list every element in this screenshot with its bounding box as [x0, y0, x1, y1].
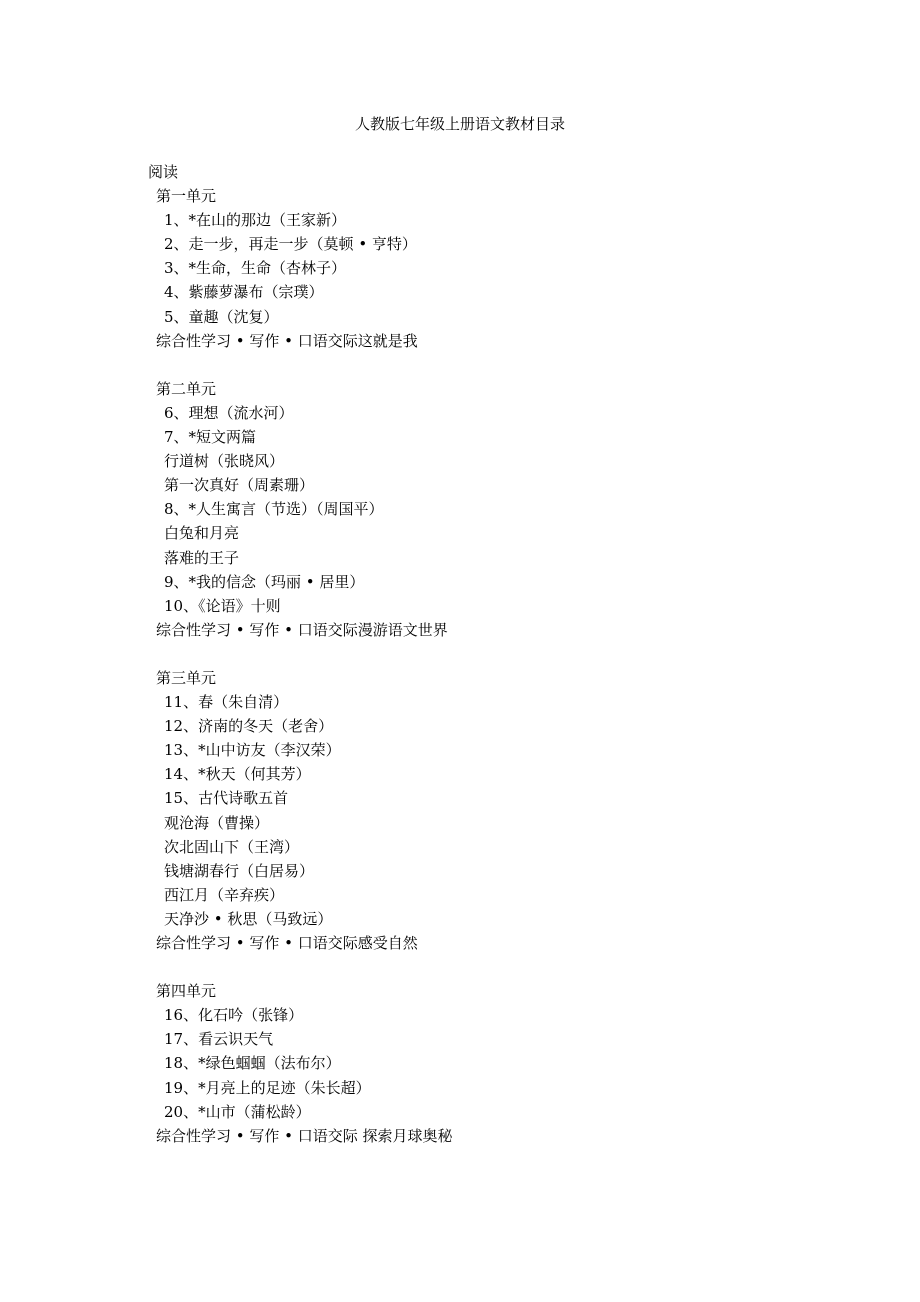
- lesson-item: 1、*在山的那边（王家新）: [164, 211, 347, 230]
- lesson-item: 18、*绿色蝈蝈（法布尔）: [164, 1054, 341, 1073]
- lesson-item: 西江月（辛弃疾）: [164, 885, 285, 904]
- lesson-item: 20、*山市（蒲松龄）: [164, 1102, 311, 1121]
- lesson-item: 10、《论语》十则: [164, 596, 281, 615]
- lesson-item: 第一次真好（周素珊）: [164, 476, 315, 495]
- unit-footer: 综合性学习 • 写作 • 口语交际这就是我: [156, 331, 418, 350]
- lesson-item: 7、*短文两篇: [164, 428, 257, 447]
- table-of-contents: [148, 160, 848, 1148]
- spacer: [148, 642, 848, 666]
- spacer: [148, 353, 848, 377]
- lesson-item: 17、看云识天气: [164, 1030, 274, 1049]
- lesson-item: 11、春（朱自清）: [164, 693, 289, 712]
- spacer: [148, 955, 848, 979]
- lesson-item: 3、*生命，生命（杏林子）: [164, 259, 347, 278]
- lesson-item: 5、童趣（沈复）: [164, 307, 279, 326]
- lesson-item: 行道树（张晓风）: [164, 452, 285, 471]
- lesson-item: 2、走一步，再走一步（莫顿 • 亨特）: [164, 235, 417, 254]
- lesson-item: 14、*秋天（何其芳）: [164, 765, 311, 784]
- lesson-item: 6、理想（流水河）: [164, 403, 294, 422]
- lesson-item: 观沧海（曹操）: [164, 813, 270, 832]
- unit-footer: 综合性学习 • 写作 • 口语交际漫游语文世界: [156, 620, 448, 639]
- lesson-item: 9、*我的信念（玛丽 • 居里）: [164, 572, 365, 591]
- lesson-item: 4、紫藤萝瀑布（宗璞）: [164, 283, 324, 302]
- section-heading-reading: 阅读: [148, 163, 179, 181]
- lesson-item: 钱塘湖春行（白居易）: [164, 861, 315, 880]
- lesson-item: 次北固山下（王湾）: [164, 837, 300, 856]
- lesson-item: 19、*月亮上的足迹（朱长超）: [164, 1078, 371, 1097]
- unit-footer: 综合性学习 • 写作 • 口语交际 探索月球奥秘: [156, 1126, 453, 1145]
- lesson-item: 白兔和月亮: [164, 524, 240, 543]
- unit-heading: 第二单元: [156, 379, 217, 398]
- unit-footer: 综合性学习 • 写作 • 口语交际感受自然: [156, 934, 418, 952]
- lesson-item: 天净沙 • 秋思（马致远）: [164, 909, 333, 928]
- lesson-item: 16、化石吟（张锋）: [164, 1006, 304, 1025]
- lesson-item: 13、*山中访友（李汉荣）: [164, 741, 341, 760]
- unit-heading: 第三单元: [156, 668, 217, 687]
- lesson-item: 8、*人生寓言（节选）（周国平）: [164, 500, 384, 519]
- unit-heading: 第一单元: [156, 187, 217, 206]
- page-title: 人教版七年级上册语文教材目录: [354, 115, 565, 133]
- unit-heading: 第四单元: [156, 982, 217, 1001]
- lesson-item: 15、古代诗歌五首: [164, 789, 289, 808]
- lesson-item: 12、济南的冬天（老舍）: [164, 717, 334, 736]
- lesson-item: 落难的王子: [164, 548, 240, 567]
